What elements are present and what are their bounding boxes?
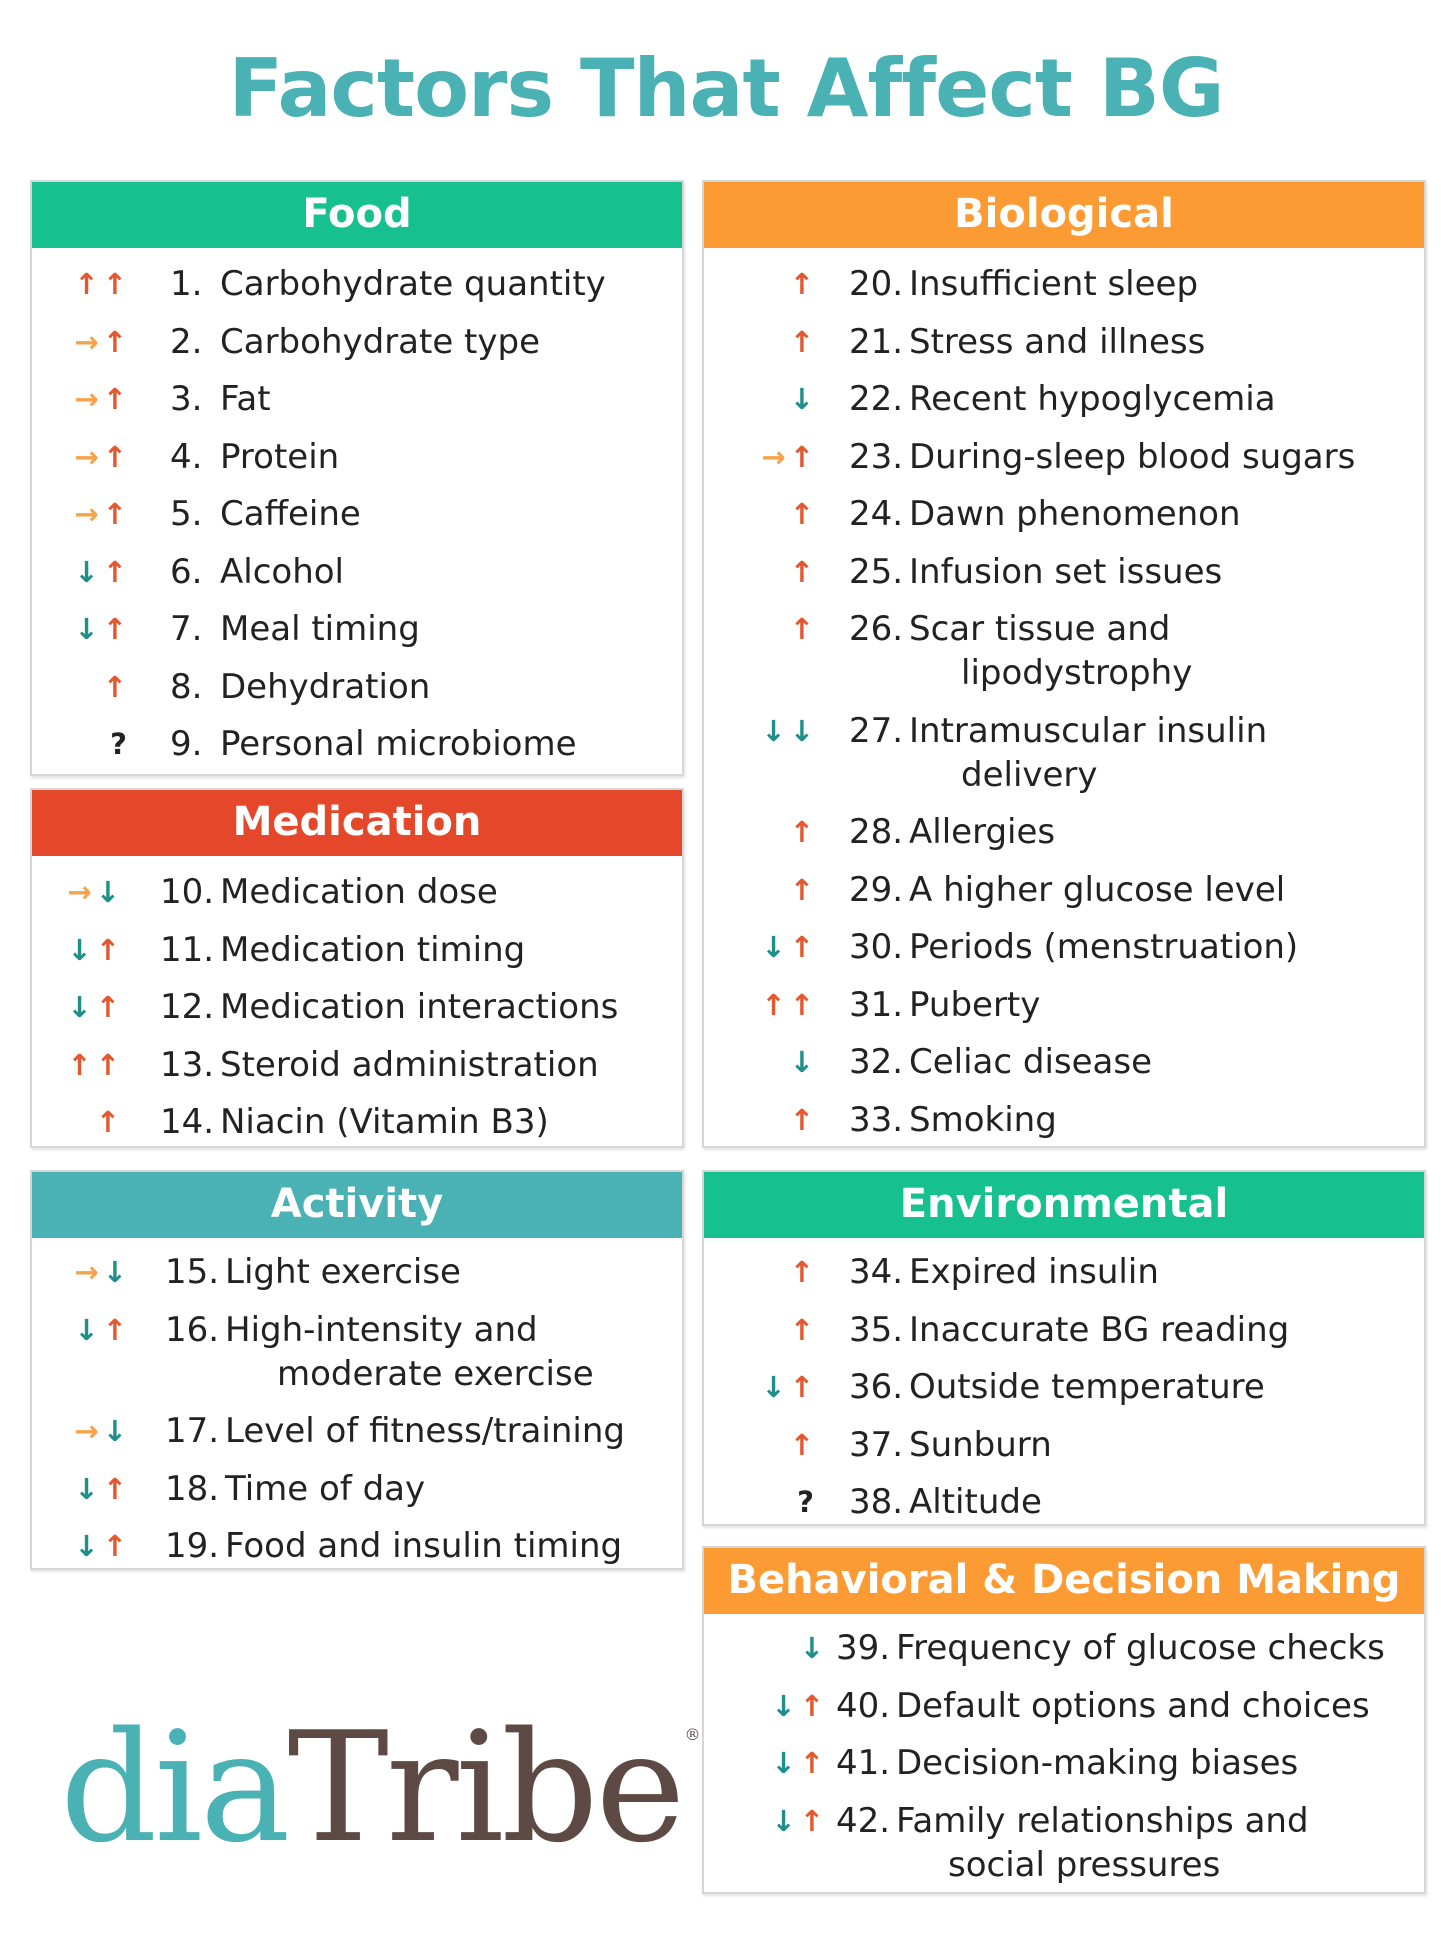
right-arrow-icon: → bbox=[74, 439, 99, 474]
item-number: 12. bbox=[160, 987, 215, 1027]
effect-arrows bbox=[704, 925, 814, 969]
item-label: Meal timing bbox=[220, 609, 420, 649]
item-number: 42. bbox=[836, 1800, 891, 1841]
behavioral-panel bbox=[702, 1546, 1426, 1894]
food-header: Food bbox=[32, 182, 682, 248]
right-arrow-icon: → bbox=[67, 875, 92, 909]
up-arrow-icon: ↑ bbox=[102, 612, 127, 646]
down-arrow-icon: ↓ bbox=[74, 1312, 99, 1347]
item-number: 34. bbox=[849, 1252, 904, 1292]
up-arrow-icon: ↑ bbox=[789, 1427, 814, 1462]
item-number: 33. bbox=[849, 1099, 904, 1140]
effect-arrows bbox=[32, 1100, 120, 1144]
item-label: Medication dose bbox=[220, 872, 498, 912]
up-arrow-icon: ↑ bbox=[761, 987, 786, 1022]
item-number: 21. bbox=[849, 321, 904, 362]
item-label: Niacin (Vitamin B3) bbox=[220, 1102, 549, 1142]
down-arrow-icon: ↓ bbox=[74, 554, 99, 589]
effect-arrows bbox=[704, 1098, 814, 1142]
item-number: 20. bbox=[849, 264, 904, 304]
item-label: Carbohydrate quantity bbox=[220, 264, 606, 304]
environmental-panel bbox=[702, 1170, 1426, 1526]
item-label: High-intensity and bbox=[225, 1309, 538, 1350]
up-arrow-icon: ↑ bbox=[102, 1529, 127, 1563]
question-icon: ? bbox=[110, 727, 127, 761]
item-label: A higher glucose level bbox=[909, 869, 1286, 910]
item-label-continued: lipodystrophy bbox=[961, 653, 1193, 693]
up-arrow-icon: ↑ bbox=[789, 987, 814, 1022]
up-arrow-icon: ↑ bbox=[789, 815, 814, 849]
up-arrow-icon: ↑ bbox=[74, 267, 99, 301]
down-arrow-icon: ↓ bbox=[789, 713, 814, 748]
effect-arrows bbox=[704, 377, 814, 421]
right-arrow-icon: → bbox=[74, 497, 99, 531]
environmental-header: Environmental bbox=[704, 1172, 1424, 1238]
up-arrow-icon: ↑ bbox=[789, 1312, 814, 1347]
item-label: Dawn phenomenon bbox=[909, 494, 1241, 534]
up-arrow-icon: ↑ bbox=[95, 1105, 120, 1139]
up-arrow-icon: ↑ bbox=[789, 872, 814, 907]
effect-arrows bbox=[704, 1040, 814, 1084]
logo-dia-text: dia bbox=[60, 1699, 288, 1876]
right-arrow-icon: → bbox=[74, 382, 99, 416]
question-icon: ? bbox=[797, 1485, 814, 1519]
effect-arrows bbox=[32, 492, 127, 536]
item-label: Celiac disease bbox=[909, 1042, 1153, 1082]
up-arrow-icon: ↑ bbox=[789, 554, 814, 589]
up-arrow-icon: ↑ bbox=[95, 990, 120, 1024]
up-arrow-icon: ↑ bbox=[67, 1047, 92, 1082]
item-number: 38. bbox=[849, 1482, 904, 1522]
item-number: 15. bbox=[165, 1252, 220, 1292]
item-number: 7. bbox=[170, 609, 203, 649]
down-arrow-icon: ↓ bbox=[771, 1803, 796, 1838]
item-label: Steroid administration bbox=[220, 1044, 599, 1085]
item-number: 2. bbox=[170, 321, 203, 362]
down-arrow-icon: ↓ bbox=[67, 932, 92, 967]
effect-arrows bbox=[704, 1799, 824, 1843]
effect-arrows bbox=[32, 262, 127, 306]
up-arrow-icon: ↑ bbox=[102, 1312, 127, 1347]
down-arrow-icon: ↓ bbox=[761, 930, 786, 964]
item-label: Caffeine bbox=[220, 494, 361, 534]
item-number: 37. bbox=[849, 1424, 904, 1465]
diatribe-logo bbox=[60, 1650, 698, 1876]
item-label: Dehydration bbox=[220, 666, 431, 707]
item-label: Personal microbiome bbox=[220, 724, 577, 764]
up-arrow-icon: ↑ bbox=[102, 554, 127, 589]
up-arrow-icon: ↑ bbox=[789, 497, 814, 531]
up-arrow-icon: ↑ bbox=[102, 324, 127, 359]
item-label: During-sleep blood sugars bbox=[909, 436, 1356, 477]
right-arrow-icon: → bbox=[74, 1255, 99, 1289]
biological-panel bbox=[702, 180, 1426, 1148]
effect-arrows bbox=[704, 492, 814, 536]
up-arrow-icon: ↑ bbox=[102, 439, 127, 474]
item-label: Stress and illness bbox=[909, 321, 1206, 362]
down-arrow-icon: ↓ bbox=[67, 990, 92, 1024]
effect-arrows bbox=[32, 1409, 127, 1453]
up-arrow-icon: ↑ bbox=[789, 1102, 814, 1137]
effect-arrows bbox=[704, 550, 814, 594]
up-arrow-icon: ↑ bbox=[799, 1688, 824, 1723]
item-label-continued: social pressures bbox=[948, 1844, 1221, 1885]
down-arrow-icon: ↓ bbox=[789, 1045, 814, 1079]
effect-arrows bbox=[704, 435, 814, 479]
effect-arrows bbox=[32, 870, 120, 914]
effect-arrows bbox=[704, 1741, 824, 1785]
item-number: 23. bbox=[849, 436, 904, 477]
item-number: 40. bbox=[836, 1685, 891, 1726]
right-arrow-icon: → bbox=[74, 324, 99, 359]
down-arrow-icon: ↓ bbox=[761, 1370, 786, 1404]
right-arrow-icon: → bbox=[74, 1414, 99, 1448]
effect-arrows bbox=[704, 262, 814, 306]
item-label: Recent hypoglycemia bbox=[909, 379, 1276, 419]
effect-arrows bbox=[32, 550, 127, 594]
item-number: 3. bbox=[170, 379, 203, 419]
item-number: 27. bbox=[849, 710, 904, 751]
up-arrow-icon: ↑ bbox=[789, 930, 814, 964]
item-label: Periods (menstruation) bbox=[909, 927, 1299, 967]
logo-tribe-text: Tribe bbox=[287, 1699, 683, 1876]
item-number: 24. bbox=[849, 494, 904, 534]
effect-arrows bbox=[704, 1684, 824, 1728]
item-number: 39. bbox=[836, 1628, 891, 1668]
down-arrow-icon: ↓ bbox=[74, 612, 99, 646]
effect-arrows bbox=[32, 435, 127, 479]
item-label: Family relationships and bbox=[896, 1800, 1309, 1841]
item-label: Protein bbox=[220, 436, 340, 477]
down-arrow-icon: ↓ bbox=[771, 1746, 796, 1780]
item-number: 16. bbox=[165, 1309, 220, 1350]
item-label: Outside temperature bbox=[909, 1367, 1265, 1407]
up-arrow-icon: ↑ bbox=[789, 439, 814, 474]
effect-arrows bbox=[704, 1365, 814, 1409]
effect-arrows bbox=[32, 1524, 127, 1568]
effect-arrows bbox=[32, 928, 120, 972]
item-number: 36. bbox=[849, 1367, 904, 1407]
item-label: Allergies bbox=[909, 812, 1056, 852]
down-arrow-icon: ↓ bbox=[102, 1255, 127, 1289]
item-label: Intramuscular insulin bbox=[909, 710, 1268, 751]
item-number: 26. bbox=[849, 609, 904, 649]
item-number: 22. bbox=[849, 379, 904, 419]
item-number: 8. bbox=[170, 666, 203, 707]
effect-arrows bbox=[32, 722, 127, 766]
item-label: Insufficient sleep bbox=[909, 264, 1199, 304]
item-number: 4. bbox=[170, 436, 203, 477]
item-number: 35. bbox=[849, 1309, 904, 1350]
effect-arrows bbox=[32, 377, 127, 421]
item-label: Altitude bbox=[909, 1482, 1042, 1522]
item-label-continued: moderate exercise bbox=[277, 1353, 594, 1394]
item-label: Smoking bbox=[909, 1099, 1057, 1140]
effect-arrows bbox=[32, 1467, 127, 1511]
up-arrow-icon: ↑ bbox=[789, 1255, 814, 1289]
effect-arrows bbox=[32, 1043, 120, 1087]
item-label: Level of fitness/training bbox=[225, 1411, 625, 1451]
effect-arrows bbox=[704, 810, 814, 854]
item-number: 29. bbox=[849, 869, 904, 910]
food-panel bbox=[30, 180, 684, 776]
effect-arrows bbox=[704, 607, 814, 651]
down-arrow-icon: ↓ bbox=[74, 1529, 99, 1563]
item-number: 10. bbox=[160, 872, 215, 912]
up-arrow-icon: ↑ bbox=[95, 1047, 120, 1082]
effect-arrows bbox=[704, 1308, 814, 1352]
item-number: 31. bbox=[849, 984, 904, 1025]
medication-header: Medication bbox=[32, 790, 682, 856]
item-label: Scar tissue and bbox=[909, 609, 1171, 649]
down-arrow-icon: ↓ bbox=[102, 1414, 127, 1448]
behavioral-header: Behavioral & Decision Making bbox=[704, 1548, 1424, 1614]
item-label: Alcohol bbox=[220, 551, 344, 592]
item-label-continued: delivery bbox=[961, 754, 1098, 795]
item-number: 32. bbox=[849, 1042, 904, 1082]
up-arrow-icon: ↑ bbox=[789, 612, 814, 646]
effect-arrows bbox=[704, 868, 814, 912]
effect-arrows bbox=[32, 1308, 127, 1352]
item-label: Fat bbox=[220, 379, 271, 419]
effect-arrows bbox=[704, 1480, 814, 1524]
item-label: Expired insulin bbox=[909, 1252, 1159, 1292]
item-label: Infusion set issues bbox=[909, 551, 1223, 592]
up-arrow-icon: ↑ bbox=[789, 267, 814, 301]
item-number: 17. bbox=[165, 1411, 220, 1451]
item-label: Medication timing bbox=[220, 929, 526, 970]
biological-header: Biological bbox=[704, 182, 1424, 248]
up-arrow-icon: ↑ bbox=[102, 669, 127, 704]
down-arrow-icon: ↓ bbox=[761, 713, 786, 748]
up-arrow-icon: ↑ bbox=[799, 1803, 824, 1838]
item-number: 1. bbox=[170, 264, 203, 304]
item-number: 41. bbox=[836, 1743, 891, 1783]
effect-arrows bbox=[704, 1250, 814, 1294]
item-label: Light exercise bbox=[225, 1252, 461, 1292]
effect-arrows bbox=[704, 1626, 824, 1670]
item-label: Medication interactions bbox=[220, 987, 619, 1027]
activity-header: Activity bbox=[32, 1172, 682, 1238]
item-number: 11. bbox=[160, 929, 215, 970]
down-arrow-icon: ↓ bbox=[95, 875, 120, 909]
up-arrow-icon: ↑ bbox=[102, 267, 127, 301]
page-title: Factors That Affect BG bbox=[228, 42, 1224, 135]
effect-arrows bbox=[704, 320, 814, 364]
item-label: Sunburn bbox=[909, 1424, 1052, 1465]
effect-arrows bbox=[32, 1250, 127, 1294]
item-label: Decision-making biases bbox=[896, 1743, 1299, 1783]
item-number: 30. bbox=[849, 927, 904, 967]
up-arrow-icon: ↑ bbox=[102, 1471, 127, 1506]
up-arrow-icon: ↑ bbox=[789, 1370, 814, 1404]
medication-panel bbox=[30, 788, 684, 1148]
down-arrow-icon: ↓ bbox=[771, 1688, 796, 1723]
down-arrow-icon: ↓ bbox=[74, 1471, 99, 1506]
item-number: 6. bbox=[170, 551, 203, 592]
up-arrow-icon: ↑ bbox=[789, 324, 814, 359]
item-label: Inaccurate BG reading bbox=[909, 1309, 1290, 1350]
effect-arrows bbox=[32, 985, 120, 1029]
up-arrow-icon: ↑ bbox=[799, 1746, 824, 1780]
effect-arrows bbox=[704, 1423, 814, 1467]
item-number: 18. bbox=[165, 1468, 220, 1509]
effect-arrows bbox=[704, 983, 814, 1027]
item-number: 9. bbox=[170, 724, 203, 764]
item-label: Default options and choices bbox=[896, 1685, 1370, 1726]
activity-panel bbox=[30, 1170, 684, 1570]
item-label: Frequency of glucose checks bbox=[896, 1628, 1385, 1668]
item-label: Puberty bbox=[909, 984, 1041, 1025]
item-number: 13. bbox=[160, 1044, 215, 1085]
down-arrow-icon: ↓ bbox=[799, 1631, 824, 1665]
item-label: Food and insulin timing bbox=[225, 1526, 623, 1566]
item-number: 14. bbox=[160, 1102, 215, 1142]
item-label: Time of day bbox=[225, 1468, 426, 1509]
item-number: 19. bbox=[165, 1526, 220, 1566]
item-number: 25. bbox=[849, 551, 904, 592]
registered-mark: ® bbox=[684, 1725, 698, 1744]
up-arrow-icon: ↑ bbox=[95, 932, 120, 967]
effect-arrows bbox=[704, 709, 814, 753]
right-arrow-icon: → bbox=[761, 439, 786, 474]
item-label: Carbohydrate type bbox=[220, 321, 541, 362]
effect-arrows bbox=[32, 320, 127, 364]
item-number: 28. bbox=[849, 812, 904, 852]
up-arrow-icon: ↑ bbox=[102, 382, 127, 416]
down-arrow-icon: ↓ bbox=[789, 382, 814, 416]
effect-arrows bbox=[32, 607, 127, 651]
up-arrow-icon: ↑ bbox=[102, 497, 127, 531]
item-number: 5. bbox=[170, 494, 203, 534]
effect-arrows bbox=[32, 665, 127, 709]
